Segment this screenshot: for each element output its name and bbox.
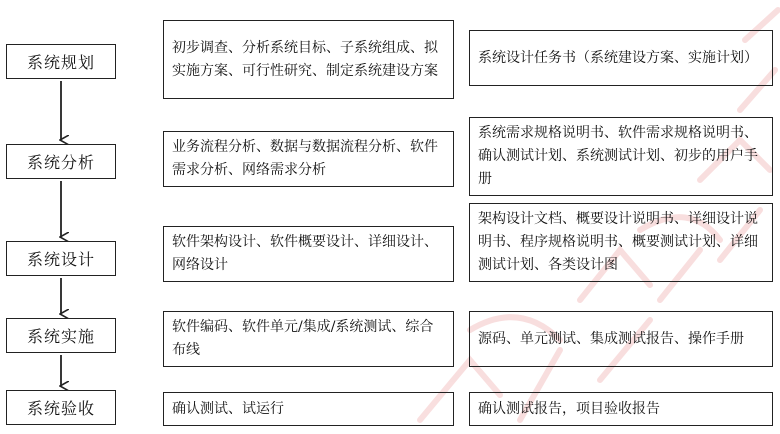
phase-label: 系统实施: [26, 327, 95, 346]
deliverable-box-acceptance: [469, 392, 773, 426]
activity-text: 软件架构设计、软件概要设计、详细设计、网络设计: [172, 234, 438, 273]
phase-analysis: [6, 144, 116, 179]
deliverable-box-planning: [469, 30, 773, 86]
activity-box-analysis: [163, 131, 454, 187]
phase-acceptance: [6, 390, 116, 425]
activity-text: 软件编码、软件单元/集成/系统测试、综合布线: [172, 319, 434, 358]
deliverable-text: 确认测试报告，项目验收报告: [478, 400, 660, 417]
activity-text: 初步调查、分析系统目标、子系统组成、拟实施方案、可行性研究、制定系统建设方案: [172, 39, 438, 79]
activity-text: 业务流程分析、数据与数据流程分析、软件需求分析、网络需求分析: [172, 139, 438, 178]
phase-label: 系统分析: [26, 153, 95, 172]
activity-box-implementation: [163, 311, 454, 367]
phase-design: [6, 241, 116, 276]
activity-text: 确认测试、试运行: [172, 400, 284, 417]
deliverable-box-design: [469, 203, 773, 282]
deliverable-box-analysis: [469, 117, 773, 196]
deliverable-text: 系统需求规格说明书、软件需求规格说明书、确认测试计划、系统测试计划、初步的用户手册: [478, 125, 758, 187]
activity-box-design: [163, 226, 454, 282]
phase-label: 系统设计: [26, 250, 95, 269]
phase-label: 系统规划: [26, 53, 95, 72]
activity-box-acceptance: [163, 392, 454, 426]
phase-implementation: [6, 318, 116, 353]
deliverable-box-implementation: [469, 311, 773, 367]
activity-box-planning: [163, 20, 454, 99]
deliverable-text: 源码、单元测试、集成测试报告、操作手册: [478, 330, 744, 347]
phase-label: 系统验收: [26, 399, 95, 418]
phase-planning: [6, 44, 116, 79]
deliverable-text: 架构设计文档、概要设计说明书、详细设计说明书、程序规格说明书、概要测试计划、详细测试计划、各类设计图: [478, 211, 758, 273]
deliverable-text: 系统设计任务书（系统建设方案、实施计划）: [478, 49, 758, 66]
